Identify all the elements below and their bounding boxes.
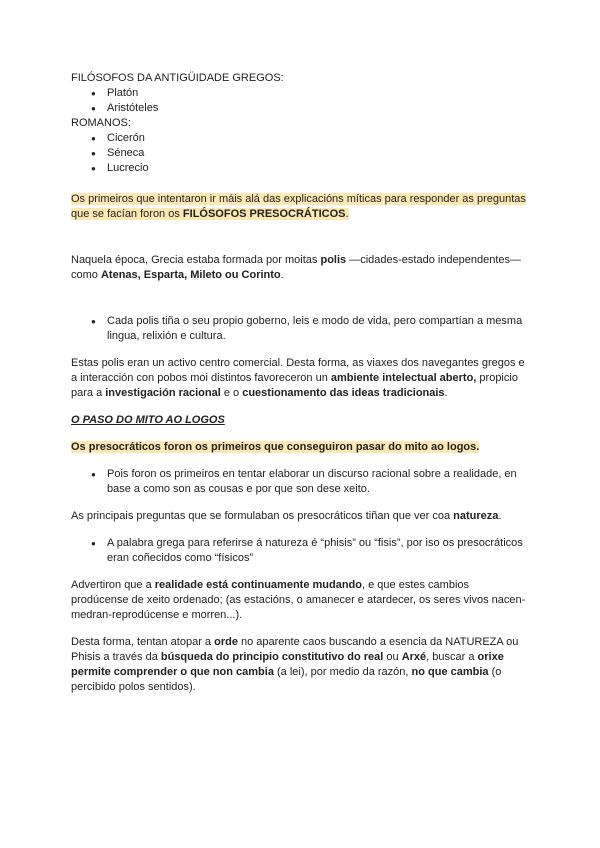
logos-paragraph bbox=[71, 440, 529, 455]
list-item: ● A palabra grega para referirse á natureza é “phisis” ou “fisis”, por iso os presocráticos eran coñecidos como “físicos” bbox=[107, 536, 529, 566]
greek-philosophers-list bbox=[71, 86, 529, 116]
reality-paragraph: Advertiron que a realidade está continuamente mudando, e que estes cambios prodúcense de xeito ordenado; (as estacións, o amanecer e atardecer, os seres vivos nacen-medran-reprodúcense e morren...). bbox=[71, 579, 526, 621]
rational-bullet-list bbox=[71, 467, 529, 497]
section-title: O PASO DO MITO AO LOGOS bbox=[71, 414, 225, 426]
intro-highlight: Os primeiros que intentaron ir máis alá das explicacións míticas para responder as preguntas que se facían foron os FILÓSOFOS PRESOCRÁTICOS. bbox=[71, 193, 526, 220]
list-item: ● Platón bbox=[107, 86, 529, 101]
logos-highlight: Os presocráticos foron os primeiros que conseguiron pasar do mito ao logos. bbox=[71, 441, 480, 453]
greece-paragraph: Naquela época, Grecia estaba formada por moitas polis —cidades-estado independentes— como Atenas, Esparta, Mileto ou Corinto. bbox=[71, 254, 522, 281]
list-item: ● Séneca bbox=[107, 146, 529, 161]
roman-philosophers-list bbox=[71, 131, 529, 176]
intro-paragraph bbox=[71, 192, 529, 222]
polis-bullet-list bbox=[71, 314, 529, 344]
list-item: ● Cicerón bbox=[107, 131, 529, 146]
heading-greek: FILÓSOFOS DA ANTIGÜIDADE GREGOS: bbox=[71, 72, 284, 84]
questions-paragraph: As principais preguntas que se formulaban os presocráticos tiñan que ver coa natureza. bbox=[71, 510, 502, 522]
heading-roman: ROMANOS: bbox=[71, 117, 131, 129]
commerce-paragraph: Estas polis eran un activo centro comercial. Desta forma, as viaxes dos navegantes gregos e a interacción con pobos moi distintos favoreceron un ambiente intelectual aberto, propicio para a investigación racional e o cuestionamento das ideas tradicionais. bbox=[71, 357, 525, 399]
list-item: ● Lucrecio bbox=[107, 161, 529, 176]
list-item: ● Cada polis tiña o seu propio goberno, leis e modo de vida, pero compartían a mesma lingua, relixión e cultura. bbox=[107, 314, 529, 344]
order-paragraph: Desta forma, tentan atopar a orde no aparente caos buscando a esencia da NATUREZA ou Phisis a través da búsqueda do principio constitutivo do real ou Arxé, buscar a orixe permite comprender o que non cambia (a lei), por medio da razón, no que cambia (o percibido polos sentidos). bbox=[71, 636, 519, 693]
document-body bbox=[71, 71, 529, 695]
physis-bullet-list bbox=[71, 536, 529, 566]
list-item: ● Aristóteles bbox=[107, 101, 529, 116]
list-item: ● Pois foron os primeiros en tentar elaborar un discurso racional sobre a realidade, en base a como son as cousas e por que son dese xeito. bbox=[107, 467, 529, 497]
